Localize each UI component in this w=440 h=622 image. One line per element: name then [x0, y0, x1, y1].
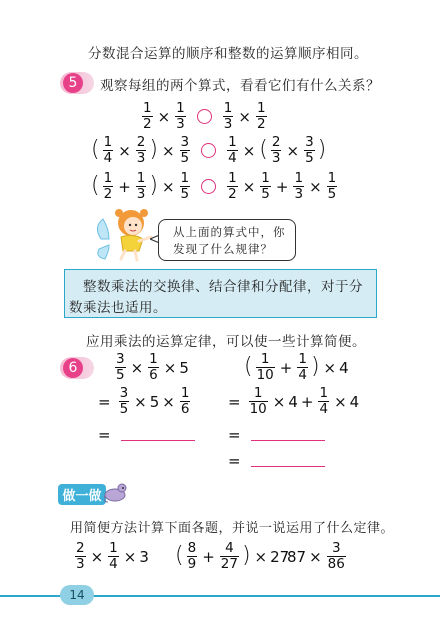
ex6-right-line4: =: [228, 452, 325, 470]
fraction: $\frac{1}{5}$: [261, 170, 270, 202]
fraction: $\frac{1}{5}$: [180, 170, 190, 202]
ex5-row1: $\frac{1}{2}$ × $\frac{1}{3}$ $\frac{1}{3}$ × $\frac{1}{2}$: [143, 100, 266, 132]
fraction: $\frac{2}{3}$: [271, 134, 281, 166]
fraction: $\frac{1}{6}$: [180, 385, 190, 417]
ex5-row3: ( 1 2 + $\frac{1}{3}$ ) × $\frac{1}{5}$ $\frac{1}{2}$ × $\frac{1}{5}$ + $\frac{1}{3}$ × $\frac{1}{5}$: [91, 170, 337, 202]
bubble-line-2: 发现了什么规律？: [173, 242, 273, 256]
fraction: $\frac{3}{5}$: [116, 351, 125, 383]
compare-circle[interactable]: [197, 109, 212, 124]
rule-line-2: 数乘法也适用。: [69, 300, 167, 316]
practice-instruction: 用简便方法计算下面各题，并说一说运用了什么定律。: [70, 521, 395, 536]
page-number: 14: [60, 585, 94, 605]
practice-problem-3: 87 × $\frac{3}{86}$: [287, 540, 345, 572]
fraction: $\frac{1}{6}$: [149, 351, 158, 383]
fraction: 1 10: [256, 351, 274, 383]
fraction: $\frac{3}{5}$: [305, 134, 314, 166]
fraction: $\frac{1}{3}$: [136, 170, 146, 202]
fraction: $\frac{1}{4}$: [319, 385, 329, 417]
fraction: $\frac{1}{2}$: [256, 100, 266, 132]
cartoon-girl-illustration: [95, 205, 157, 263]
fraction: $\frac{3}{5}$: [180, 134, 190, 166]
fraction: $\frac{1}{4}$: [109, 540, 118, 572]
ex6-left-line2: = $\frac{3}{5}$ × 5 × $\frac{1}{6}$: [98, 385, 190, 417]
fraction: $\frac{3}{5}$: [119, 385, 129, 417]
ex6-right-line1: ( 1 10 + $\frac{1}{4}$ ) × 4: [244, 351, 349, 383]
fraction: $\frac{2}{3}$: [136, 134, 146, 166]
example-number-5: 5: [63, 73, 83, 93]
apply-text: 应用乘法的运算定律，可以使一些计算简便。: [86, 334, 366, 350]
fraction: $\frac{1}{5}$: [327, 170, 337, 202]
fraction: $\frac{1}{2}$: [143, 100, 152, 132]
fraction: $\frac{1}{10}$: [249, 385, 267, 417]
ex6-left-line3: =: [98, 426, 195, 444]
practice-label: 做一做: [58, 484, 106, 505]
fraction: 8 9: [187, 540, 197, 572]
fraction: $\frac{1}{4}$: [103, 134, 113, 166]
fraction: $\frac{1}{3}$: [294, 170, 304, 202]
ex6-right-line3: =: [228, 426, 325, 444]
fraction: $\frac{1}{3}$: [176, 100, 185, 132]
speech-bubble: [158, 219, 296, 261]
answer-blank[interactable]: [251, 465, 325, 467]
fraction: $\frac{1}{3}$: [223, 100, 233, 132]
answer-blank[interactable]: [251, 439, 325, 441]
example-5-prompt: 观察每组的两个算式，看看它们有什么关系？: [100, 78, 380, 94]
answer-blank[interactable]: [121, 439, 195, 441]
example-number-6: 6: [63, 358, 83, 378]
fraction: $\frac{2}{3}$: [76, 540, 85, 572]
bubble-line-1: 从上面的算式中，你: [173, 225, 286, 239]
fraction: 1 2: [103, 170, 113, 202]
ex5-row2: ( $\frac{1}{4}$ × $\frac{2}{3}$ ) × $\frac{3}{5}$ $\frac{1}{4}$ × ( $\frac{2}{3}$ × $\frac{3}{5}$ ): [91, 134, 327, 166]
practice-problem-1: $\frac{2}{3}$ × $\frac{1}{4}$ × 3: [76, 540, 149, 572]
rule-box: [64, 269, 377, 318]
compare-circle[interactable]: [201, 179, 216, 194]
fraction: $\frac{4}{27}$: [220, 540, 238, 572]
fraction: $\frac{1}{2}$: [228, 170, 237, 202]
intro-text: 分数混合运算的顺序和整数的运算顺序相同。: [88, 46, 368, 62]
practice-problem-2: ( 8 9 + $\frac{4}{27}$ ) × 27: [175, 540, 290, 572]
compare-circle[interactable]: [201, 143, 216, 158]
rule-line-1: 整数乘法的交换律、结合律和分配律，对于分: [83, 279, 363, 295]
fraction: $\frac{1}{4}$: [228, 134, 237, 166]
ex6-right-line2: = $\frac{1}{10}$ × 4 + $\frac{1}{4}$ × 4: [228, 385, 360, 417]
ex6-left-line1: $\frac{3}{5}$ × $\frac{1}{6}$ × 5: [116, 351, 189, 383]
fraction: $\frac{1}{4}$: [298, 351, 307, 383]
mouse-mascot-icon: [104, 480, 130, 504]
fraction: $\frac{3}{86}$: [327, 540, 345, 572]
